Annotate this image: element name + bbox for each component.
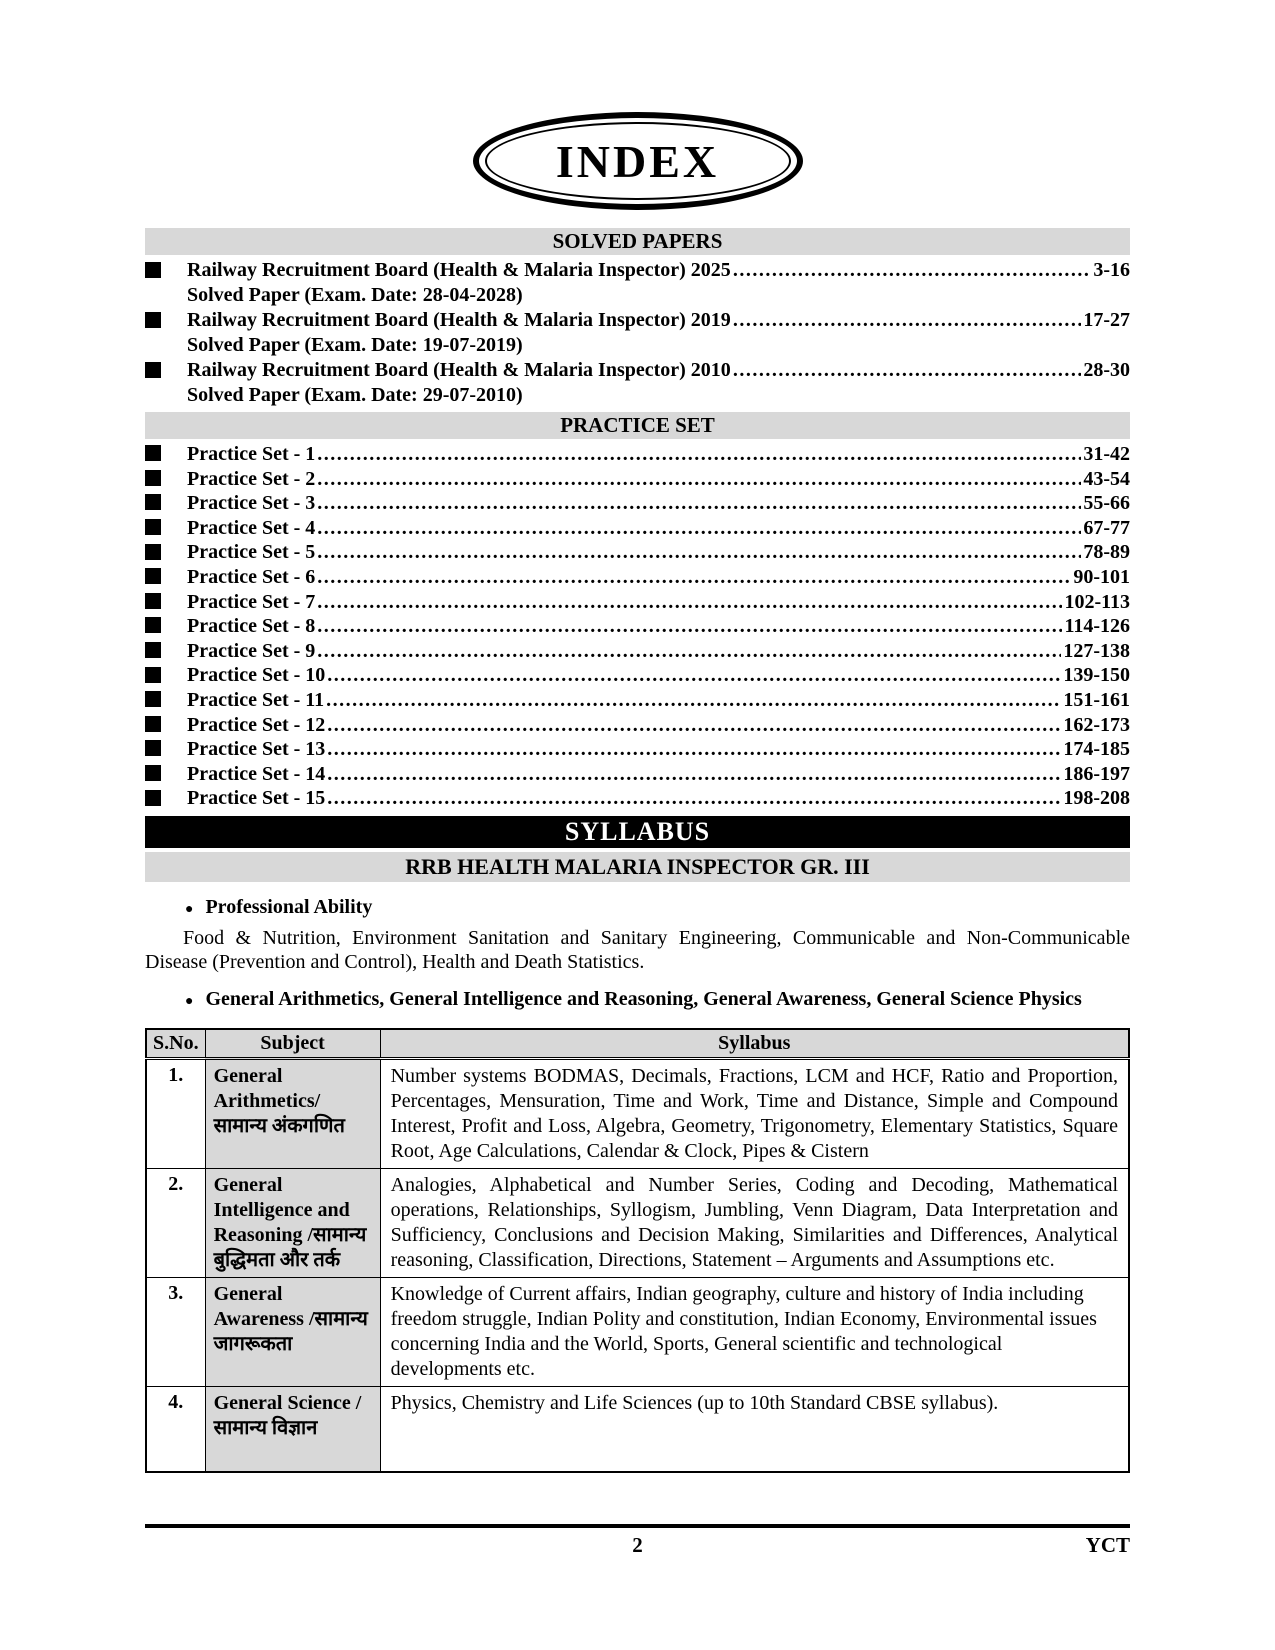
solved-paper-subtitle: Solved Paper (Exam. Date: 28-04-2028) [187, 284, 523, 306]
square-bullet-icon [145, 519, 161, 535]
index-oval-inner-ring-icon [485, 122, 791, 200]
footer-row [145, 1533, 1130, 1558]
table-row [146, 1277, 1129, 1386]
index-title: INDEX [555, 135, 720, 187]
cell-sno: 1. [146, 1058, 205, 1168]
practice-set-row [145, 614, 1130, 639]
square-bullet-icon [145, 362, 161, 378]
practice-set-row [145, 737, 1130, 762]
page-range: 55-66 [1083, 492, 1130, 515]
dot-leader [327, 663, 1061, 688]
page-range: 162-173 [1063, 713, 1130, 736]
dot-leader [733, 308, 1082, 333]
syllabus-table-head [146, 1029, 1129, 1059]
footer-page-number: 2 [632, 1533, 643, 1557]
practice-set-row [145, 491, 1130, 516]
page-range: 31-42 [1083, 443, 1130, 465]
syllabus-table-body [146, 1058, 1129, 1472]
dot-leader [327, 786, 1061, 811]
dot-leader [317, 614, 1062, 639]
practice-set-section-header: PRACTICE SET [145, 412, 1130, 439]
solved-papers-list [145, 258, 1130, 408]
page-range: 78-89 [1083, 541, 1130, 564]
cell-syllabus: Number systems BODMAS, Decimals, Fractions, LCM and HCF, Ratio and Proportion, Percentages, Mensuration, Time and Work, Time and Distance, Simple and Compound Interest, Profit and Loss, Algebra, Geometry, Trigonometry, Elementary Statistics, Square Root, Age Calculations, Calendar & Clock, Pipes & Cistern [380, 1058, 1129, 1168]
dot-leader [733, 358, 1082, 383]
page-range: 90-101 [1073, 565, 1130, 588]
page-range: 102-113 [1064, 590, 1130, 613]
square-bullet-icon [145, 790, 161, 806]
dot-leader [317, 639, 1061, 664]
practice-set-title: Practice Set - 6 [187, 565, 316, 588]
practice-set-title: Practice Set - 15 [187, 787, 326, 810]
professional-ability-bullet [185, 895, 1130, 922]
dot-leader [317, 491, 1081, 516]
col-header-subject: Subject [205, 1029, 380, 1059]
col-header-sno: S.No. [146, 1029, 205, 1059]
index-oval-outer-ring-icon [473, 112, 803, 210]
dot-leader [317, 565, 1071, 590]
square-bullet-icon [145, 445, 161, 461]
solved-paper-subtitle: Solved Paper (Exam. Date: 29-07-2010) [187, 384, 523, 406]
col-header-syllabus: Syllabus [380, 1029, 1129, 1059]
round-bullet-icon: ● [185, 993, 194, 1009]
cell-subject: General Science /सामान्य विज्ञान [205, 1386, 380, 1472]
page-range: 114-126 [1064, 615, 1130, 638]
table-row [146, 1058, 1129, 1168]
table-row [146, 1386, 1129, 1472]
index-logo [145, 112, 1130, 210]
professional-ability-label: Professional Ability [205, 895, 373, 918]
square-bullet-icon [145, 494, 161, 510]
dot-leader [327, 737, 1061, 762]
practice-set-title: Practice Set - 10 [187, 664, 326, 687]
cell-sno: 2. [146, 1168, 205, 1277]
practice-set-row [145, 713, 1130, 738]
solved-paper-title: Railway Recruitment Board (Health & Malaria Inspector) 2019 [187, 309, 731, 331]
practice-set-title: Practice Set - 5 [187, 541, 316, 564]
round-bullet-icon: ● [185, 901, 194, 917]
practice-set-row [145, 442, 1130, 467]
square-bullet-icon [145, 470, 161, 486]
practice-set-title: Practice Set - 1 [187, 443, 316, 465]
practice-set-title: Practice Set - 8 [187, 615, 316, 638]
page-range: 151-161 [1063, 688, 1130, 711]
toc-row [145, 358, 1130, 383]
subjects-label: General Arithmetics, General Intelligence and Reasoning, General Awareness, General Science Physics [205, 987, 1082, 1010]
solved-paper-subtitle: Solved Paper (Exam. Date: 19-07-2019) [187, 334, 523, 356]
solved-papers-section-header: SOLVED PAPERS [145, 228, 1130, 255]
subjects-bullet [185, 987, 1130, 1014]
toc-row [145, 258, 1130, 283]
cell-subject: General Arithmetics/सामान्य अंकगणित [205, 1058, 380, 1168]
cell-syllabus: Analogies, Alphabetical and Number Series, Coding and Decoding, Mathematical operations, Relationships, Syllogism, Jumbling, Venn Diagram, Data Interpretation and Sufficiency, Conclusions and Decision Making, Similarities and Differences, Analytical reasoning, Classification, Directions, Statement – Arguments and Assumptions etc. [380, 1168, 1129, 1277]
practice-set-row [145, 786, 1130, 811]
syllabus-subbanner: RRB HEALTH MALARIA INSPECTOR GR. III [145, 852, 1130, 882]
toc-row [145, 308, 1130, 333]
practice-set-row [145, 639, 1130, 664]
cell-subject: General Awareness /सामान्य जागरूकता [205, 1277, 380, 1386]
square-bullet-icon [145, 568, 161, 584]
cell-subject: General Intelligence and Reasoning /सामान्य बुद्धिमता और तर्क [205, 1168, 380, 1277]
footer-publisher: YCT [1085, 1533, 1130, 1557]
dot-leader [317, 516, 1081, 541]
practice-set-row [145, 516, 1130, 541]
page-range: 28-30 [1083, 359, 1130, 381]
square-bullet-icon [145, 593, 161, 609]
dot-leader [326, 688, 1061, 713]
dot-leader [317, 467, 1081, 492]
square-bullet-icon [145, 691, 161, 707]
practice-set-title: Practice Set - 12 [187, 713, 326, 736]
practice-set-title: Practice Set - 9 [187, 639, 316, 662]
syllabus-banner: SYLLABUS [145, 816, 1130, 848]
dot-leader [317, 540, 1081, 565]
page-range: 174-185 [1063, 738, 1130, 761]
page-range: 17-27 [1083, 309, 1130, 331]
square-bullet-icon [145, 312, 161, 328]
cell-sno: 4. [146, 1386, 205, 1472]
practice-set-list [145, 442, 1130, 811]
practice-set-title: Practice Set - 4 [187, 516, 316, 539]
page-range: 198-208 [1063, 787, 1130, 810]
page-range: 3-16 [1093, 259, 1130, 281]
solved-paper-title: Railway Recruitment Board (Health & Malaria Inspector) 2025 [187, 259, 731, 281]
square-bullet-icon [145, 262, 161, 278]
page-range: 67-77 [1083, 516, 1130, 539]
solved-paper-entry [145, 358, 1130, 408]
solved-paper-entry [145, 308, 1130, 358]
square-bullet-icon [145, 642, 161, 658]
square-bullet-icon [145, 716, 161, 732]
square-bullet-icon [145, 740, 161, 756]
page-content [145, 0, 1130, 1473]
solved-paper-title: Railway Recruitment Board (Health & Malaria Inspector) 2010 [187, 359, 731, 381]
practice-set-title: Practice Set - 7 [187, 590, 316, 613]
square-bullet-icon [145, 765, 161, 781]
dot-leader [327, 713, 1061, 738]
solved-paper-entry [145, 258, 1130, 308]
syllabus-table [145, 1028, 1130, 1473]
practice-set-title: Practice Set - 14 [187, 762, 326, 785]
practice-set-row [145, 663, 1130, 688]
cell-sno: 3. [146, 1277, 205, 1386]
cell-syllabus: Knowledge of Current affairs, Indian geography, culture and history of India including freedom struggle, Indian Polity and constitution, Indian Economy, Environmental issues concerning India and the World, Sports, General scientific and technological developments etc. [380, 1277, 1129, 1386]
practice-set-row [145, 688, 1130, 713]
practice-set-title: Practice Set - 3 [187, 492, 316, 515]
practice-set-row [145, 590, 1130, 615]
square-bullet-icon [145, 544, 161, 560]
page-range: 139-150 [1063, 664, 1130, 687]
practice-set-row [145, 540, 1130, 565]
dot-leader [733, 258, 1092, 283]
square-bullet-icon [145, 617, 161, 633]
page-range: 186-197 [1063, 762, 1130, 785]
practice-set-title: Practice Set - 13 [187, 738, 326, 761]
dot-leader [317, 442, 1081, 467]
practice-set-row [145, 467, 1130, 492]
square-bullet-icon [145, 667, 161, 683]
page-footer [145, 1524, 1130, 1558]
page-range: 127-138 [1063, 639, 1130, 662]
dot-leader [327, 762, 1061, 787]
cell-syllabus: Physics, Chemistry and Life Sciences (up to 10th Standard CBSE syllabus). [380, 1386, 1129, 1472]
practice-set-row [145, 565, 1130, 590]
practice-set-row [145, 762, 1130, 787]
practice-set-title: Practice Set - 11 [187, 688, 325, 711]
practice-set-title: Practice Set - 2 [187, 467, 316, 490]
page-range: 43-54 [1083, 467, 1130, 490]
dot-leader [317, 590, 1062, 615]
header-row [146, 1029, 1129, 1059]
table-row [146, 1168, 1129, 1277]
footer-double-rule [145, 1524, 1130, 1528]
professional-ability-text: Food & Nutrition, Environment Sanitation and Sanitary Engineering, Communicable and Non-Communicable Disease (Prevention and Control), Health and Death Statistics. [145, 926, 1130, 973]
